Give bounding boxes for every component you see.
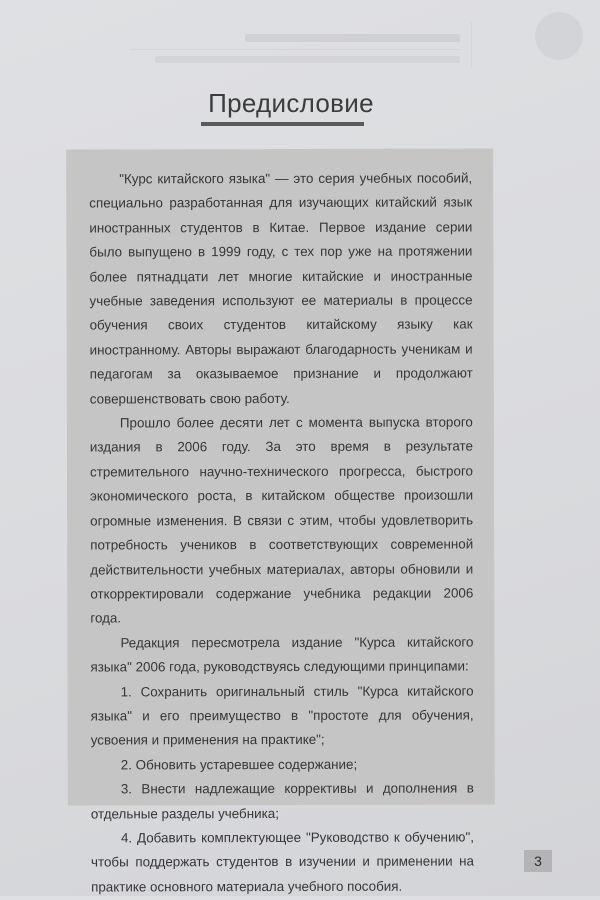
bleedthrough-text-line (245, 34, 460, 42)
principle-item-4: 4. Добавить комплектующее "Руководство к обучению", чтобы поддержать студентов в изучении и применении на практике основного материала учебного пособия. (90, 829, 475, 895)
paragraph-principles-intro: Редакция пересмотрела издание "Курса китайского языка" 2006 года, руководствуясь следующими принципами: (90, 634, 474, 675)
page-number: 3 (524, 850, 552, 872)
principle-item-3: 3. Внести надлежащие коррективы и дополнения в отдельные разделы учебника; (90, 780, 474, 822)
bleedthrough-rule (130, 49, 460, 50)
paragraph-second-edition: Прошло более десяти лет с момента выпуска второго издания в 2006 году. За это время в результате стремительного научно-технического прогресса, быстрого экономического роста, в китайском обществе произошли огромные изменения. В связи с этим, чтобы удовлетворить потребность учеников в соответствующих современной действительности учебных материалах, авторы обновили и откорректировали содержание учебника редакции 2006 года. (89, 414, 474, 626)
title-underline (201, 122, 364, 126)
paragraph-intro: "Курс китайского языка" — это серия учебных пособий, специально разработанная для изучающих китайский язык иностранных студентов в Китае. Первое издание серии было выпущено в 1999 году, с тех пор уже на протяжении более пятнадцати лет многие китайские и иностранные учебные заведения используют ее материалы в процессе обучения своих студентов китайскому языку как иностранному. Авторы выражают благодарность ученикам и педагогам за оказываемое признание и продолжают совершенствовать свою работу. (89, 170, 473, 407)
preface-text (89, 166, 474, 899)
bleedthrough-logo-icon (535, 12, 583, 60)
preface-content-box (66, 148, 495, 895)
bleedthrough-divider (471, 22, 472, 68)
reverse-side-header-bleedthrough (130, 22, 460, 68)
page-title: Предисловие (208, 88, 374, 118)
principle-item-2: 2. Обновить устаревшее содержание; (120, 756, 358, 773)
bleedthrough-text-line (155, 56, 460, 63)
principle-item-1: 1. Сохранить оригинальный стиль "Курса китайского языка" и его преимущество в "простоте для обучения, усвоения и применения на практике"; (90, 683, 474, 748)
